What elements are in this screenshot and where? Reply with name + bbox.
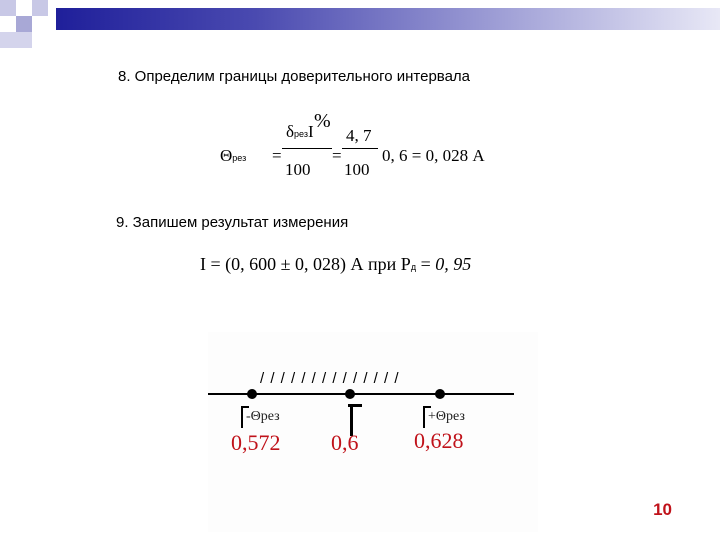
theta-subscript: рез [232, 153, 247, 163]
theta: Θ [220, 146, 233, 165]
left-boundary-dot [247, 389, 257, 399]
right-boundary-dot [435, 389, 445, 399]
left-bracket [241, 406, 243, 428]
deco-square [0, 16, 16, 32]
step9-heading: 9. Запишем результат измерения [116, 214, 349, 231]
delta: δ [286, 122, 295, 141]
deco-square [0, 32, 16, 48]
fraction2-numerator: 4, 7 [346, 126, 372, 145]
fraction1-denominator: 100 [285, 160, 311, 179]
center-dot [345, 389, 355, 399]
page-number: 10 [653, 500, 672, 519]
theta-symbol [220, 146, 246, 166]
fraction1-bar [282, 148, 332, 149]
interval-hatching: / / / / / / / / / / / / / / [260, 370, 400, 387]
left-bracket-top [241, 406, 249, 408]
probability-value: 0, 95 [435, 254, 472, 274]
minus-theta-label: -Θрез [246, 409, 280, 424]
center-bracket-top [348, 404, 362, 407]
upper-bound-value: 0,628 [414, 428, 464, 453]
current-symbol: I [307, 122, 314, 141]
deco-square [16, 32, 32, 48]
deco-square [16, 0, 32, 16]
deco-square [16, 16, 32, 32]
formula-result: 0, 6 = 0, 028 А [382, 146, 485, 165]
header-gradient-band [56, 8, 720, 30]
header-decoration [0, 0, 720, 60]
right-bracket [423, 406, 425, 428]
delta-subscript: рез [294, 129, 308, 139]
fraction2-denominator: 100 [344, 160, 370, 179]
center-value: 0,6 [331, 430, 359, 455]
measurement-result [200, 254, 471, 275]
probability-subscript: д [410, 262, 417, 272]
equals-sign: = [272, 146, 282, 165]
percent-sign: % [314, 110, 331, 132]
equals-sign-2: = [332, 146, 342, 165]
right-bracket-top [423, 406, 431, 408]
step8-heading: 8. Определим границы доверительного интервала [118, 68, 471, 85]
fraction2-bar [342, 148, 378, 149]
lower-bound-value: 0,572 [231, 430, 281, 455]
result-part1: I = (0, 600 [200, 254, 277, 274]
result-part2: 0, 028) А при P [295, 254, 411, 274]
plus-theta-label: +Θрез [428, 409, 465, 424]
deco-square [0, 0, 16, 16]
plus-minus: ± [280, 254, 291, 274]
deco-square [32, 0, 48, 16]
fraction1-numerator [286, 122, 314, 142]
equals-sign-3: = [420, 254, 431, 274]
